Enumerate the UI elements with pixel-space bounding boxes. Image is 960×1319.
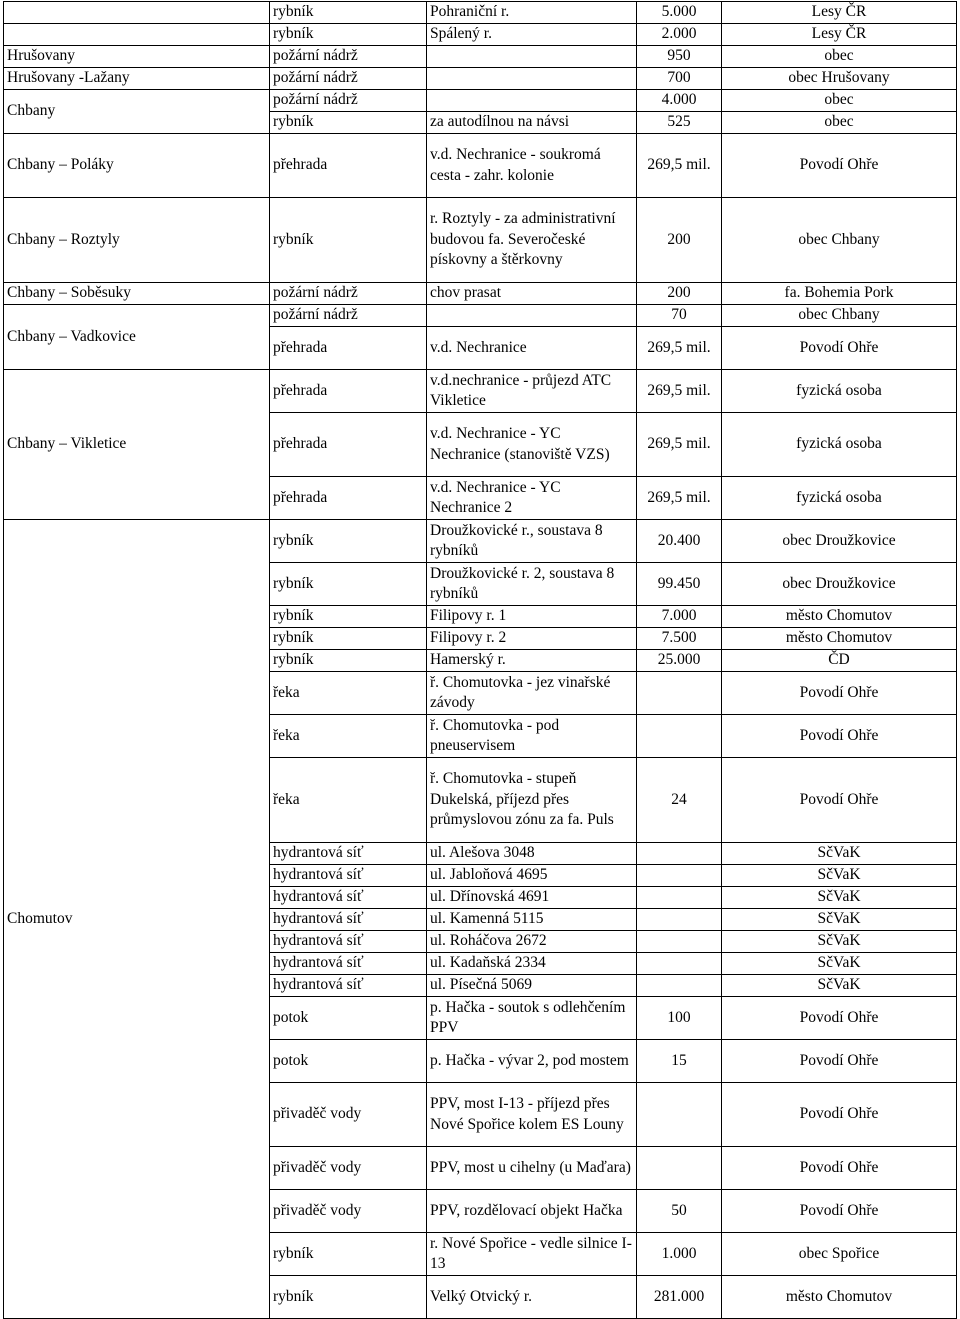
volume-cell: 2.000 [637, 24, 722, 46]
volume-cell: 269,5 mil. [637, 327, 722, 370]
type-cell: přehrada [270, 477, 427, 520]
volume-cell: 525 [637, 112, 722, 134]
type-cell: hydrantová síť [270, 843, 427, 865]
owner-cell: obec [722, 46, 957, 68]
volume-cell: 269,5 mil. [637, 477, 722, 520]
location-cell: ul. Alešova 3048 [427, 843, 637, 865]
type-cell: řeka [270, 758, 427, 843]
volume-cell [637, 975, 722, 997]
table-row [4, 520, 957, 563]
type-cell: rybník [270, 520, 427, 563]
volume-cell [637, 953, 722, 975]
location-cell: Velký Otvický r. [427, 1276, 637, 1319]
location-cell: za autodílnou na návsi [427, 112, 637, 134]
owner-cell: fyzická osoba [722, 477, 957, 520]
table-row [4, 370, 957, 413]
location-cell: Droužkovické r., soustava 8 rybníků [427, 520, 637, 563]
location-cell: Pohraniční r. [427, 2, 637, 24]
owner-cell: SčVaK [722, 931, 957, 953]
volume-cell: 281.000 [637, 1276, 722, 1319]
type-cell: hydrantová síť [270, 909, 427, 931]
volume-cell [637, 1147, 722, 1190]
volume-cell: 20.400 [637, 520, 722, 563]
owner-cell: obec Droužkovice [722, 520, 957, 563]
type-cell: hydrantová síť [270, 953, 427, 975]
table-row [4, 283, 957, 305]
location-cell: ul. Písečná 5069 [427, 975, 637, 997]
location-cell: ul. Kamenná 5115 [427, 909, 637, 931]
water-sources-table [3, 1, 957, 1319]
municipality-cell [4, 2, 270, 24]
owner-cell: Lesy ČR [722, 24, 957, 46]
owner-cell: Povodí Ohře [722, 327, 957, 370]
volume-cell: 200 [637, 283, 722, 305]
volume-cell: 1.000 [637, 1233, 722, 1276]
owner-cell: fyzická osoba [722, 370, 957, 413]
volume-cell [637, 672, 722, 715]
owner-cell: obec Droužkovice [722, 563, 957, 606]
type-cell: rybník [270, 606, 427, 628]
owner-cell: fyzická osoba [722, 413, 957, 477]
volume-cell: 15 [637, 1040, 722, 1083]
volume-cell [637, 843, 722, 865]
location-cell: ul. Jabloňová 4695 [427, 865, 637, 887]
type-cell: řeka [270, 715, 427, 758]
owner-cell: Povodí Ohře [722, 672, 957, 715]
type-cell: přehrada [270, 327, 427, 370]
owner-cell: město Chomutov [722, 628, 957, 650]
type-cell: potok [270, 997, 427, 1040]
type-cell: přivaděč vody [270, 1190, 427, 1233]
location-cell: p. Hačka - vývar 2, pod mostem [427, 1040, 637, 1083]
location-cell: PPV, rozdělovací objekt Hačka [427, 1190, 637, 1233]
location-cell: ř. Chomutovka - jez vinařské závody [427, 672, 637, 715]
type-cell: hydrantová síť [270, 931, 427, 953]
owner-cell: ČD [722, 650, 957, 672]
location-cell: ř. Chomutovka - pod pneuservisem [427, 715, 637, 758]
type-cell: rybník [270, 1233, 427, 1276]
location-cell: p. Hačka - soutok s odlehčením PPV [427, 997, 637, 1040]
location-cell: v.d. Nechranice - YC Nechranice 2 [427, 477, 637, 520]
location-cell: ul. Dřínovská 4691 [427, 887, 637, 909]
owner-cell: obec Chbany [722, 198, 957, 283]
municipality-cell: Chbany – Vikletice [4, 370, 270, 520]
type-cell: požární nádrž [270, 46, 427, 68]
municipality-cell [4, 24, 270, 46]
type-cell: přivaděč vody [270, 1147, 427, 1190]
location-cell: ř. Chomutovka - stupeň Dukelská, příjezd přes průmyslovou zónu za fa. Puls [427, 758, 637, 843]
location-cell: v.d.nechranice - průjezd ATC Vikletice [427, 370, 637, 413]
type-cell: hydrantová síť [270, 975, 427, 997]
type-cell: řeka [270, 672, 427, 715]
volume-cell: 200 [637, 198, 722, 283]
type-cell: rybník [270, 2, 427, 24]
volume-cell: 950 [637, 46, 722, 68]
owner-cell: SčVaK [722, 887, 957, 909]
type-cell: rybník [270, 1276, 427, 1319]
volume-cell: 25.000 [637, 650, 722, 672]
owner-cell: obec [722, 90, 957, 112]
owner-cell: Lesy ČR [722, 2, 957, 24]
location-cell: v.d. Nechranice - YC Nechranice (stanoviště VZS) [427, 413, 637, 477]
owner-cell: Povodí Ohře [722, 1147, 957, 1190]
volume-cell: 24 [637, 758, 722, 843]
owner-cell: Povodí Ohře [722, 1190, 957, 1233]
location-cell [427, 305, 637, 327]
table-row [4, 46, 957, 68]
table-row [4, 134, 957, 198]
volume-cell: 70 [637, 305, 722, 327]
type-cell: požární nádrž [270, 68, 427, 90]
volume-cell [637, 931, 722, 953]
location-cell: Filipovy r. 1 [427, 606, 637, 628]
owner-cell: obec [722, 112, 957, 134]
type-cell: požární nádrž [270, 90, 427, 112]
location-cell: PPV, most u cihelny (u Maďara) [427, 1147, 637, 1190]
table-row [4, 90, 957, 112]
location-cell: Filipovy r. 2 [427, 628, 637, 650]
type-cell: rybník [270, 563, 427, 606]
type-cell: přehrada [270, 413, 427, 477]
volume-cell: 99.450 [637, 563, 722, 606]
location-cell [427, 46, 637, 68]
type-cell: požární nádrž [270, 283, 427, 305]
location-cell: r. Nové Spořice - vedle silnice I-13 [427, 1233, 637, 1276]
type-cell: potok [270, 1040, 427, 1083]
location-cell: PPV, most I-13 - příjezd přes Nové Spořice kolem ES Louny [427, 1083, 637, 1147]
volume-cell [637, 909, 722, 931]
type-cell: přivaděč vody [270, 1083, 427, 1147]
location-cell: v.d. Nechranice [427, 327, 637, 370]
volume-cell: 100 [637, 997, 722, 1040]
location-cell: Hamerský r. [427, 650, 637, 672]
table-row [4, 24, 957, 46]
volume-cell [637, 865, 722, 887]
owner-cell: Povodí Ohře [722, 1040, 957, 1083]
volume-cell: 700 [637, 68, 722, 90]
type-cell: přehrada [270, 134, 427, 198]
volume-cell: 7.500 [637, 628, 722, 650]
owner-cell: fa. Bohemia Pork [722, 283, 957, 305]
table-row [4, 198, 957, 283]
owner-cell: SčVaK [722, 909, 957, 931]
municipality-cell: Chomutov [4, 520, 270, 1319]
municipality-cell: Chbany – Roztyly [4, 198, 270, 283]
type-cell: rybník [270, 112, 427, 134]
volume-cell [637, 715, 722, 758]
municipality-cell: Chbany [4, 90, 270, 134]
location-cell: v.d. Nechranice - soukromá cesta - zahr. kolonie [427, 134, 637, 198]
owner-cell: SčVaK [722, 865, 957, 887]
owner-cell: Povodí Ohře [722, 1083, 957, 1147]
table-row [4, 305, 957, 327]
type-cell: hydrantová síť [270, 887, 427, 909]
volume-cell: 269,5 mil. [637, 413, 722, 477]
municipality-cell: Chbany – Poláky [4, 134, 270, 198]
location-cell: ul. Kadaňská 2334 [427, 953, 637, 975]
volume-cell: 7.000 [637, 606, 722, 628]
owner-cell: město Chomutov [722, 606, 957, 628]
owner-cell: Povodí Ohře [722, 134, 957, 198]
location-cell: Droužkovické r. 2, soustava 8 rybníků [427, 563, 637, 606]
table-row [4, 2, 957, 24]
owner-cell: SčVaK [722, 953, 957, 975]
municipality-cell: Chbany – Soběsuky [4, 283, 270, 305]
owner-cell: obec Chbany [722, 305, 957, 327]
type-cell: požární nádrž [270, 305, 427, 327]
type-cell: rybník [270, 24, 427, 46]
type-cell: rybník [270, 650, 427, 672]
volume-cell: 5.000 [637, 2, 722, 24]
owner-cell: Povodí Ohře [722, 715, 957, 758]
owner-cell: obec Spořice [722, 1233, 957, 1276]
table-row [4, 68, 957, 90]
owner-cell: město Chomutov [722, 1276, 957, 1319]
owner-cell: SčVaK [722, 843, 957, 865]
owner-cell: obec Hrušovany [722, 68, 957, 90]
volume-cell: 269,5 mil. [637, 134, 722, 198]
municipality-cell: Hrušovany [4, 46, 270, 68]
volume-cell: 269,5 mil. [637, 370, 722, 413]
owner-cell: Povodí Ohře [722, 997, 957, 1040]
owner-cell: SčVaK [722, 975, 957, 997]
location-cell: chov prasat [427, 283, 637, 305]
type-cell: přehrada [270, 370, 427, 413]
location-cell: r. Roztyly - za administrativní budovou fa. Severočeské pískovny a štěrkovny [427, 198, 637, 283]
location-cell: ul. Roháčova 2672 [427, 931, 637, 953]
municipality-cell: Hrušovany -Lažany [4, 68, 270, 90]
type-cell: hydrantová síť [270, 865, 427, 887]
volume-cell: 50 [637, 1190, 722, 1233]
location-cell [427, 68, 637, 90]
type-cell: rybník [270, 198, 427, 283]
volume-cell [637, 887, 722, 909]
owner-cell: Povodí Ohře [722, 758, 957, 843]
volume-cell [637, 1083, 722, 1147]
location-cell: Spálený r. [427, 24, 637, 46]
location-cell [427, 90, 637, 112]
type-cell: rybník [270, 628, 427, 650]
municipality-cell: Chbany – Vadkovice [4, 305, 270, 370]
volume-cell: 4.000 [637, 90, 722, 112]
